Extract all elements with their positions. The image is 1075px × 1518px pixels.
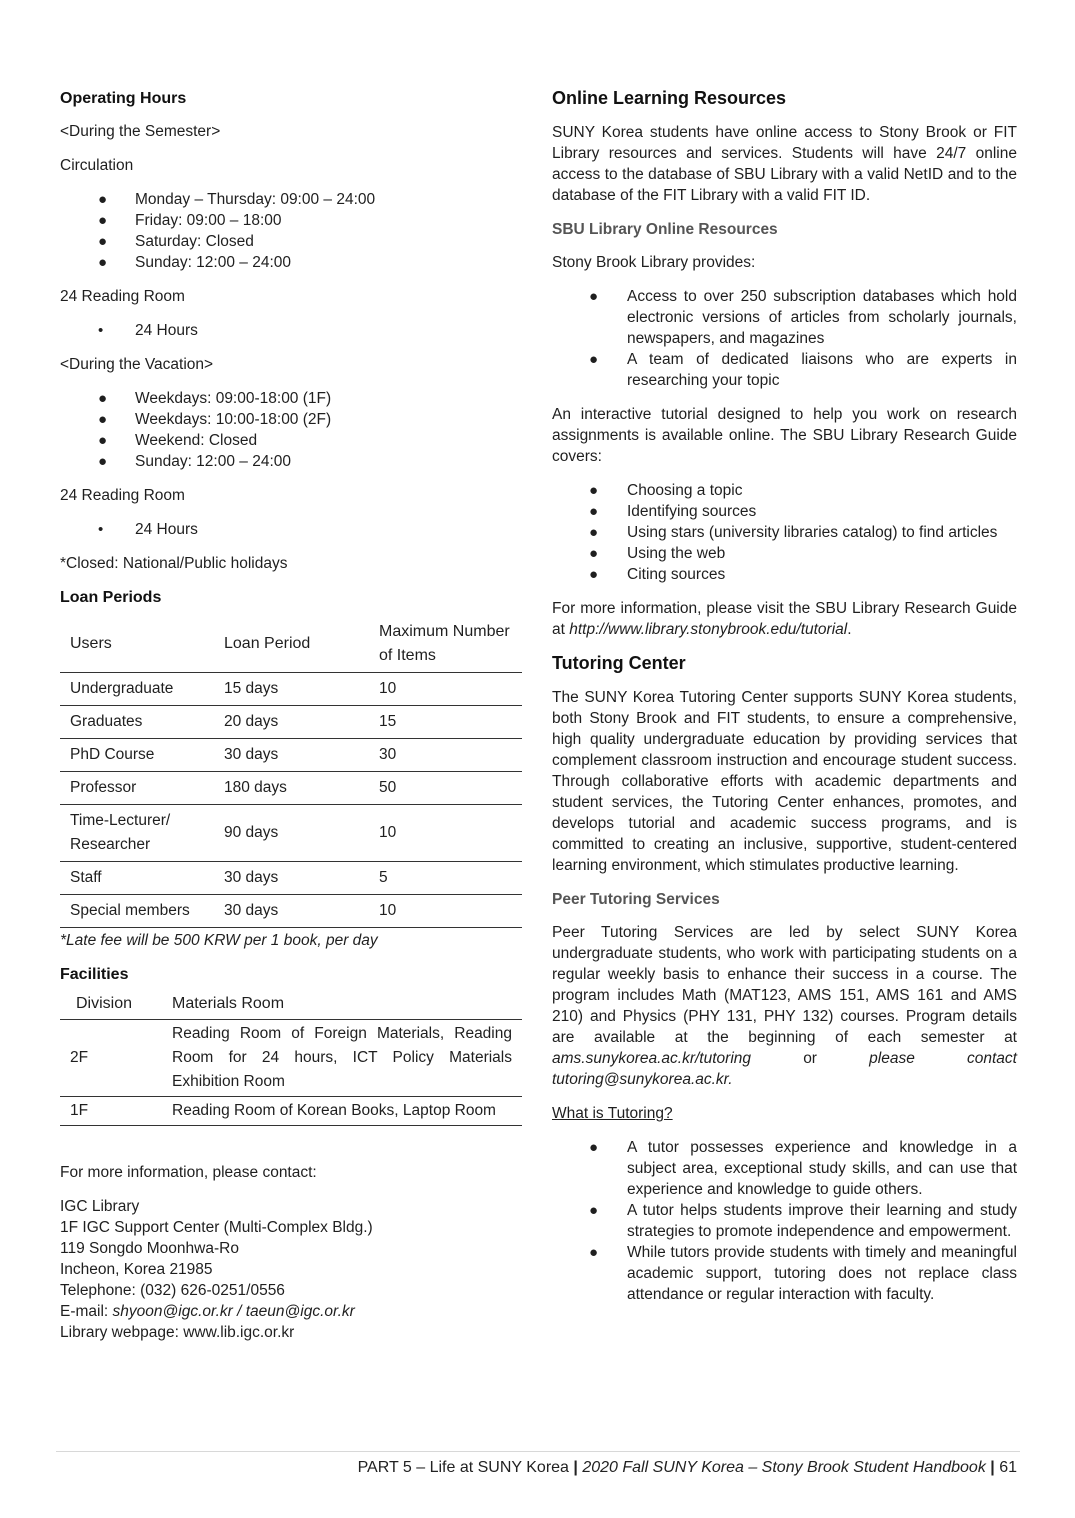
bullet-icon: ● — [589, 545, 599, 562]
closed-note — [60, 553, 522, 574]
bullet-icon: ● — [98, 191, 108, 208]
more-info: For more information, please visit the SBU Library Research Guide at http://www.library.stonybrook.edu/tutorial. — [552, 600, 1017, 638]
column-header: Division — [60, 989, 162, 1020]
list-item: ● Choosing a topic — [589, 482, 743, 499]
online-intro: SUNY Korea students have online access to Stony Brook or FIT Library resources and services. Students will have 24/7 online access to the database of SBU Library with a valid NetID and to the database of the FIT Library with a valid FIT ID. — [552, 124, 1017, 204]
peer-tutoring-subtitle: Peer Tutoring Services — [552, 891, 720, 908]
table-row — [60, 805, 522, 862]
bullet-icon: ● — [589, 1202, 599, 1219]
tutoring-email-link[interactable]: please contact tutoring@sunykorea.ac.kr. — [552, 1050, 1017, 1088]
list-item: ● Using the web — [589, 545, 726, 562]
closed-text: National/Public holidays — [118, 555, 288, 572]
list-item: • 24 Hours — [98, 521, 198, 538]
what-is-tutoring-list — [552, 1137, 1017, 1305]
table-cell: 10 — [369, 805, 522, 862]
bullet-icon: ● — [589, 288, 599, 305]
contact-line: IGC Library — [60, 1198, 140, 1215]
sbu-subtitle: SBU Library Online Resources — [552, 221, 778, 238]
contact-line: Incheon, Korea 21985 — [60, 1261, 213, 1278]
list-item: ● While tutors provide students with timely and meaningful academic support, tutoring does not replace class attendance or regular interaction with faculty. — [589, 1244, 1017, 1303]
bullet-icon: ● — [589, 351, 599, 368]
table-cell: 50 — [369, 772, 522, 805]
table-cell: 20 days — [214, 706, 369, 739]
column-header: Materials Room — [162, 989, 522, 1020]
tutoring-paragraph: The SUNY Korea Tutoring Center supports SUNY Korea students, both Stony Brook and FIT students, to ensure a comprehensive, high quality undergraduate education by providing services that complement classroom instruction and encourage student success. Through collaborative efforts with academic departments and student services, the Tutoring Center enhances, promotes, and develops tutorial and academic success programs, and is committed to creating an inclusive, supportive, student-centered learning environment, which stimulates productive learning. — [552, 689, 1017, 874]
table-cell: 5 — [369, 862, 522, 895]
table-header-row — [60, 616, 522, 673]
bullet-icon: ● — [98, 411, 108, 428]
bullet-icon: ● — [589, 503, 599, 520]
contact-line: 1F IGC Support Center (Multi-Complex Bldg.) — [60, 1219, 373, 1236]
reading-room-list — [60, 519, 522, 540]
table-row — [60, 772, 522, 805]
email-label: E-mail: — [60, 1303, 113, 1320]
contact-intro: For more information, please contact: — [60, 1164, 317, 1181]
bullet-icon: • — [98, 521, 104, 538]
email-link[interactable]: shyoon@igc.or.kr / taeun@igc.or.kr — [112, 1303, 355, 1320]
bullet-icon: ● — [98, 254, 108, 271]
closed-label: *Closed: — [60, 555, 119, 572]
bullet-icon: ● — [589, 566, 599, 583]
footer-divider — [56, 1451, 1020, 1452]
tutoring-link[interactable]: ams.sunykorea.ac.kr/tutoring — [552, 1050, 752, 1067]
sbu-resources-list — [552, 286, 1017, 391]
peer-tutoring-paragraph: Peer Tutoring Services are led by select SUNY Korea undergraduate students, who work with participating students on a regular weekly basis to enhance their success in a course. The program includes Math (MAT123, AMS 151, AMS 161 and AMS 210) and Physics (PHY 131, PHY 132) courses. Program details are available at the beginning of each semester at ams.sunykorea.ac.kr/tutoring or please contact tutoring@sunykorea.ac.kr. — [552, 924, 1017, 1088]
webpage-line[interactable]: Library webpage: www.lib.igc.or.kr — [60, 1324, 295, 1341]
bullet-icon: • — [98, 322, 104, 339]
table-cell: 15 — [369, 706, 522, 739]
list-item: ● Access to over 250 subscription databases which hold electronic versions of articles from scholarly journals, newspapers, and magazines — [589, 288, 1017, 347]
table-cell: 15 days — [214, 673, 369, 706]
table-cell: 30 days — [214, 895, 369, 928]
bullet-icon: ● — [98, 390, 108, 407]
table-cell: Time-Lecturer/ Researcher — [60, 805, 214, 862]
list-item: ● Citing sources — [589, 566, 726, 583]
late-fee-note: *Late fee will be 500 KRW per 1 book, per day — [60, 932, 378, 949]
footer-handbook: 2020 Fall SUNY Korea – Stony Brook Student Handbook — [582, 1459, 986, 1476]
bullet-icon: ● — [589, 1244, 599, 1261]
table-cell: 2F — [60, 1020, 162, 1097]
contact-block — [60, 1196, 522, 1343]
page-footer: PART 5 – Life at SUNY Korea | 2020 Fall SUNY Korea – Stony Brook Student Handbook | 61 — [357, 1459, 1017, 1476]
research-guide-list — [552, 480, 1017, 585]
what-is-tutoring-title: What is Tutoring? — [552, 1105, 673, 1122]
list-item: ● Friday: 09:00 – 18:00 — [98, 212, 282, 229]
list-item: ● A tutor possesses experience and knowledge in a subject area, exceptional study skills, and can use that experience and knowledge to guide others. — [589, 1139, 1017, 1198]
vacation-heading: <During the Vacation> — [60, 356, 214, 373]
online-resources-title: Online Learning Resources — [552, 88, 787, 108]
contact-line: 119 Songdo Moonhwa-Ro — [60, 1240, 239, 1257]
list-item: ● Sunday: 12:00 – 24:00 — [98, 254, 291, 271]
bullet-icon: ● — [589, 1139, 599, 1156]
table-cell: Reading Room of Korean Books, Laptop Room — [162, 1097, 522, 1126]
contact-line: Telephone: (032) 626-0251/0556 — [60, 1282, 285, 1299]
email-line — [60, 1301, 522, 1322]
table-cell: PhD Course — [60, 739, 214, 772]
reading-room-label: 24 Reading Room — [60, 487, 185, 504]
list-item: ● Using stars (university libraries catalog) to find articles — [589, 524, 998, 541]
table-cell: 180 days — [214, 772, 369, 805]
table-cell: Reading Room of Foreign Materials, Reading Room for 24 hours, ICT Policy Materials Exhibition Room — [162, 1020, 522, 1097]
facilities-title: Facilities — [60, 966, 129, 983]
circulation-label: Circulation — [60, 157, 134, 174]
bullet-icon: ● — [98, 453, 108, 470]
bullet-icon: ● — [98, 212, 108, 229]
table-row — [60, 706, 522, 739]
table-cell: Professor — [60, 772, 214, 805]
sbu-provides: Stony Brook Library provides: — [552, 254, 756, 271]
table-cell: 30 days — [214, 862, 369, 895]
list-item: • 24 Hours — [98, 322, 198, 339]
column-header: Users — [60, 616, 214, 673]
table-cell: Special members — [60, 895, 214, 928]
bullet-icon: ● — [98, 432, 108, 449]
list-item: ● Sunday: 12:00 – 24:00 — [98, 453, 291, 470]
list-item: ● Identifying sources — [589, 503, 757, 520]
semester-hours-list — [60, 189, 522, 273]
table-row — [60, 673, 522, 706]
table-row — [60, 895, 522, 928]
list-item: ● Weekend: Closed — [98, 432, 258, 449]
table-cell: 1F — [60, 1097, 162, 1126]
list-item: ● Saturday: Closed — [98, 233, 254, 250]
table-row — [60, 1020, 522, 1097]
table-row — [60, 862, 522, 895]
vacation-hours-list — [60, 388, 522, 472]
list-item: ● Monday – Thursday: 09:00 – 24:00 — [98, 191, 376, 208]
column-header: Maximum Number of Items — [369, 616, 522, 673]
table-cell: Graduates — [60, 706, 214, 739]
table-cell: 30 — [369, 739, 522, 772]
tutorial-intro: An interactive tutorial designed to help you work on research assignments is available online. The SBU Library Research Guide covers: — [552, 406, 1017, 465]
reading-room-list — [60, 320, 522, 341]
loan-periods-title: Loan Periods — [60, 589, 162, 606]
tutoring-center-title: Tutoring Center — [552, 653, 686, 673]
list-item: ● A tutor helps students improve their learning and study strategies to promote independence and empowerment. — [589, 1202, 1017, 1240]
column-header: Loan Period — [214, 616, 369, 673]
left-column — [60, 88, 522, 1343]
table-cell: 30 days — [214, 739, 369, 772]
table-header-row — [60, 989, 522, 1020]
table-row — [60, 739, 522, 772]
bullet-icon: ● — [589, 482, 599, 499]
bullet-icon: ● — [98, 233, 108, 250]
right-column — [552, 88, 1017, 1318]
table-cell: Undergraduate — [60, 673, 214, 706]
research-guide-link[interactable]: http://www.library.stonybrook.edu/tutorial — [569, 621, 848, 638]
table-cell: Staff — [60, 862, 214, 895]
list-item: ● Weekdays: 09:00-18:00 (1F) — [98, 390, 332, 407]
reading-room-label: 24 Reading Room — [60, 288, 185, 305]
loan-periods-table — [60, 616, 522, 928]
list-item: ● Weekdays: 10:00-18:00 (2F) — [98, 411, 332, 428]
page-number: 61 — [999, 1459, 1017, 1476]
table-cell: 10 — [369, 673, 522, 706]
list-item: ● A team of dedicated liaisons who are experts in researching your topic — [589, 351, 1017, 389]
table-row — [60, 1097, 522, 1126]
bullet-icon: ● — [589, 524, 599, 541]
operating-hours-title: Operating Hours — [60, 90, 187, 107]
facilities-table — [60, 989, 522, 1126]
semester-heading: <During the Semester> — [60, 123, 221, 140]
table-cell: 90 days — [214, 805, 369, 862]
footer-part: PART 5 – Life at SUNY Korea — [357, 1459, 569, 1476]
table-cell: 10 — [369, 895, 522, 928]
